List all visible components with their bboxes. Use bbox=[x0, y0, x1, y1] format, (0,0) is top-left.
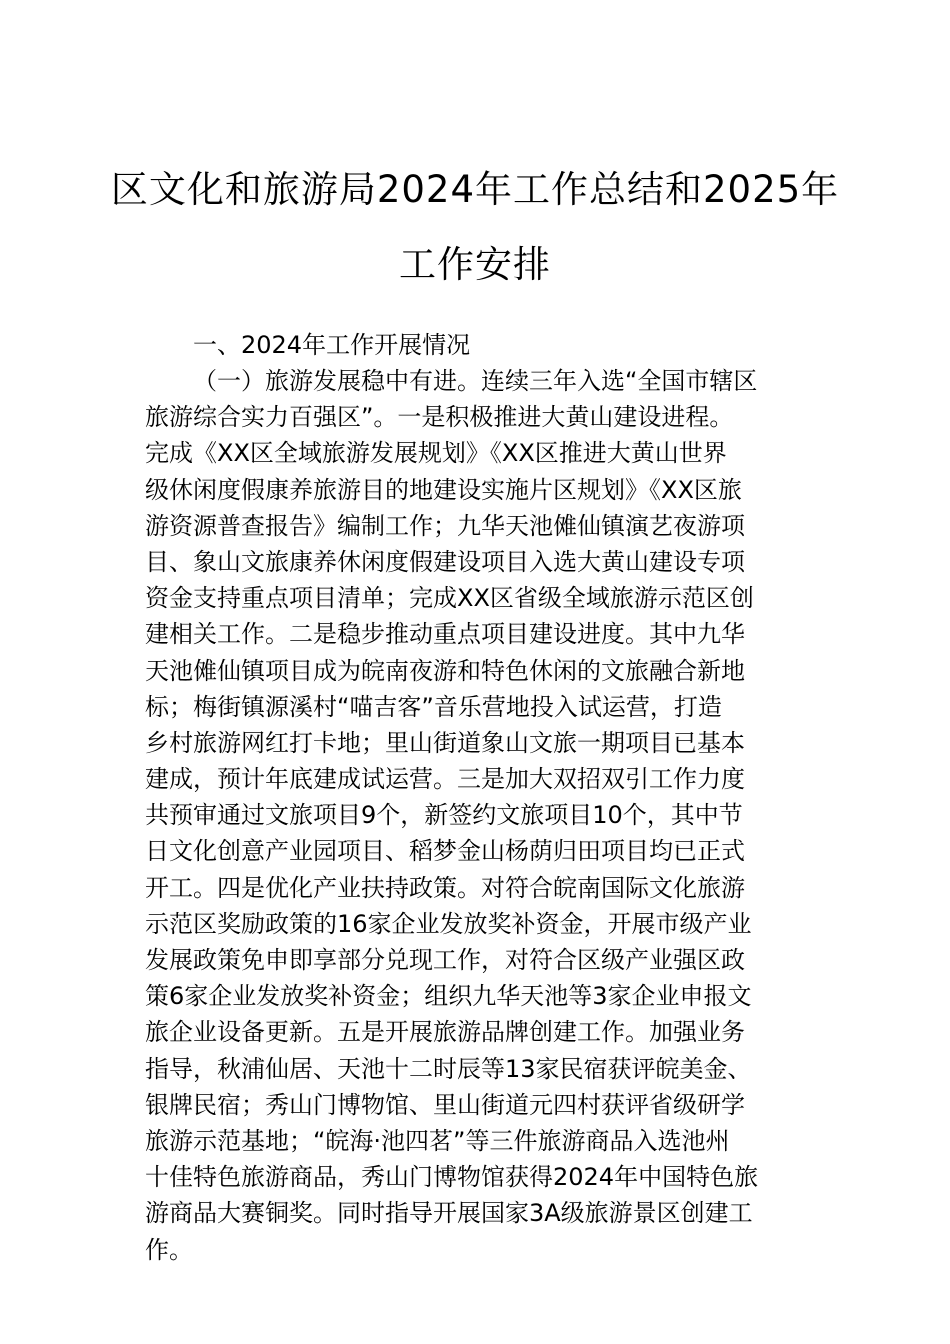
paragraph-line: 十佳特色旅游商品，秀山门博物馆获得2024年中国特色旅 bbox=[145, 1163, 759, 1192]
paragraph-line: 旅企业设备更新。五是开展旅游品牌创建工作。加强业务 bbox=[145, 1018, 745, 1047]
paragraph-line: 作。 bbox=[145, 1235, 193, 1264]
document-title bbox=[100, 160, 850, 295]
paragraph-line: 标；梅街镇源溪村“喵吉客”音乐营地投入试运营，打造 bbox=[145, 692, 722, 721]
paragraph-line: 建相关工作。二是稳步推动重点项目建设进度。其中九华 bbox=[145, 620, 745, 649]
paragraph-line: 级休闲度假康养旅游目的地建设实施片区规划》《XX区旅 bbox=[145, 475, 742, 504]
paragraph-line: 乡村旅游网红打卡地；里山街道象山文旅一期项目已基本 bbox=[145, 728, 745, 757]
paragraph-line: 天池傩仙镇项目成为皖南夜游和特色休闲的文旅融合新地 bbox=[145, 656, 745, 685]
paragraph-line: 策6家企业发放奖补资金；组织九华天池等3家企业申报文 bbox=[145, 982, 752, 1011]
paragraph-line: 游资源普查报告》编制工作；九华天池傩仙镇演艺夜游项 bbox=[145, 511, 745, 540]
title-line-2: 工作安排 bbox=[399, 243, 551, 286]
paragraph-line: 日文化创意产业园项目、稻梦金山杨荫归田项目均已正式 bbox=[145, 837, 745, 866]
paragraph-line: 示范区奖励政策的16家企业发放奖补资金，开展市级产业 bbox=[145, 909, 752, 938]
paragraph-line: 指导，秋浦仙居、天池十二时辰等13家民宿获评皖美金、 bbox=[145, 1054, 752, 1083]
section-heading: 一、2024年工作开展情况 bbox=[193, 331, 471, 359]
paragraph-line: 共预审通过文旅项目9个，新签约文旅项目10个，其中节 bbox=[145, 801, 743, 830]
paragraph-line: 发展政策免申即享部分兑现工作，对符合区级产业强区政 bbox=[145, 946, 745, 974]
paragraph bbox=[145, 363, 810, 1268]
paragraph-line: 银牌民宿；秀山门博物馆、里山街道元四村获评省级研学 bbox=[145, 1090, 745, 1119]
title-line-1: 区文化和旅游局2024年工作总结和2025年 bbox=[110, 168, 840, 211]
paragraph-line: 游商品大赛铜奖。同时指导开展国家3A级旅游景区创建工 bbox=[145, 1199, 753, 1228]
paragraph-line: （一）旅游发展稳中有进。连续三年入选“全国市辖区 bbox=[193, 367, 758, 395]
paragraph-line: 旅游综合实力百强区”。一是积极推进大黄山建设进程。 bbox=[145, 403, 734, 432]
paragraph-line: 完成《XX区全域旅游发展规划》《XX区推进大黄山世界 bbox=[145, 439, 727, 468]
paragraph-line: 资金支持重点项目清单；完成XX区省级全域旅游示范区创 bbox=[145, 584, 754, 613]
paragraph-line: 建成，预计年底建成试运营。三是加大双招双引工作力度 bbox=[145, 765, 745, 794]
paragraph-line: 旅游示范基地；“皖海·池四茗”等三件旅游商品入选池州 bbox=[145, 1126, 730, 1155]
paragraph-line: 目、象山文旅康养休闲度假建设项目入选大黄山建设专项 bbox=[145, 547, 745, 576]
paragraph-line: 开工。四是优化产业扶持政策。对符合皖南国际文化旅游 bbox=[145, 873, 745, 902]
